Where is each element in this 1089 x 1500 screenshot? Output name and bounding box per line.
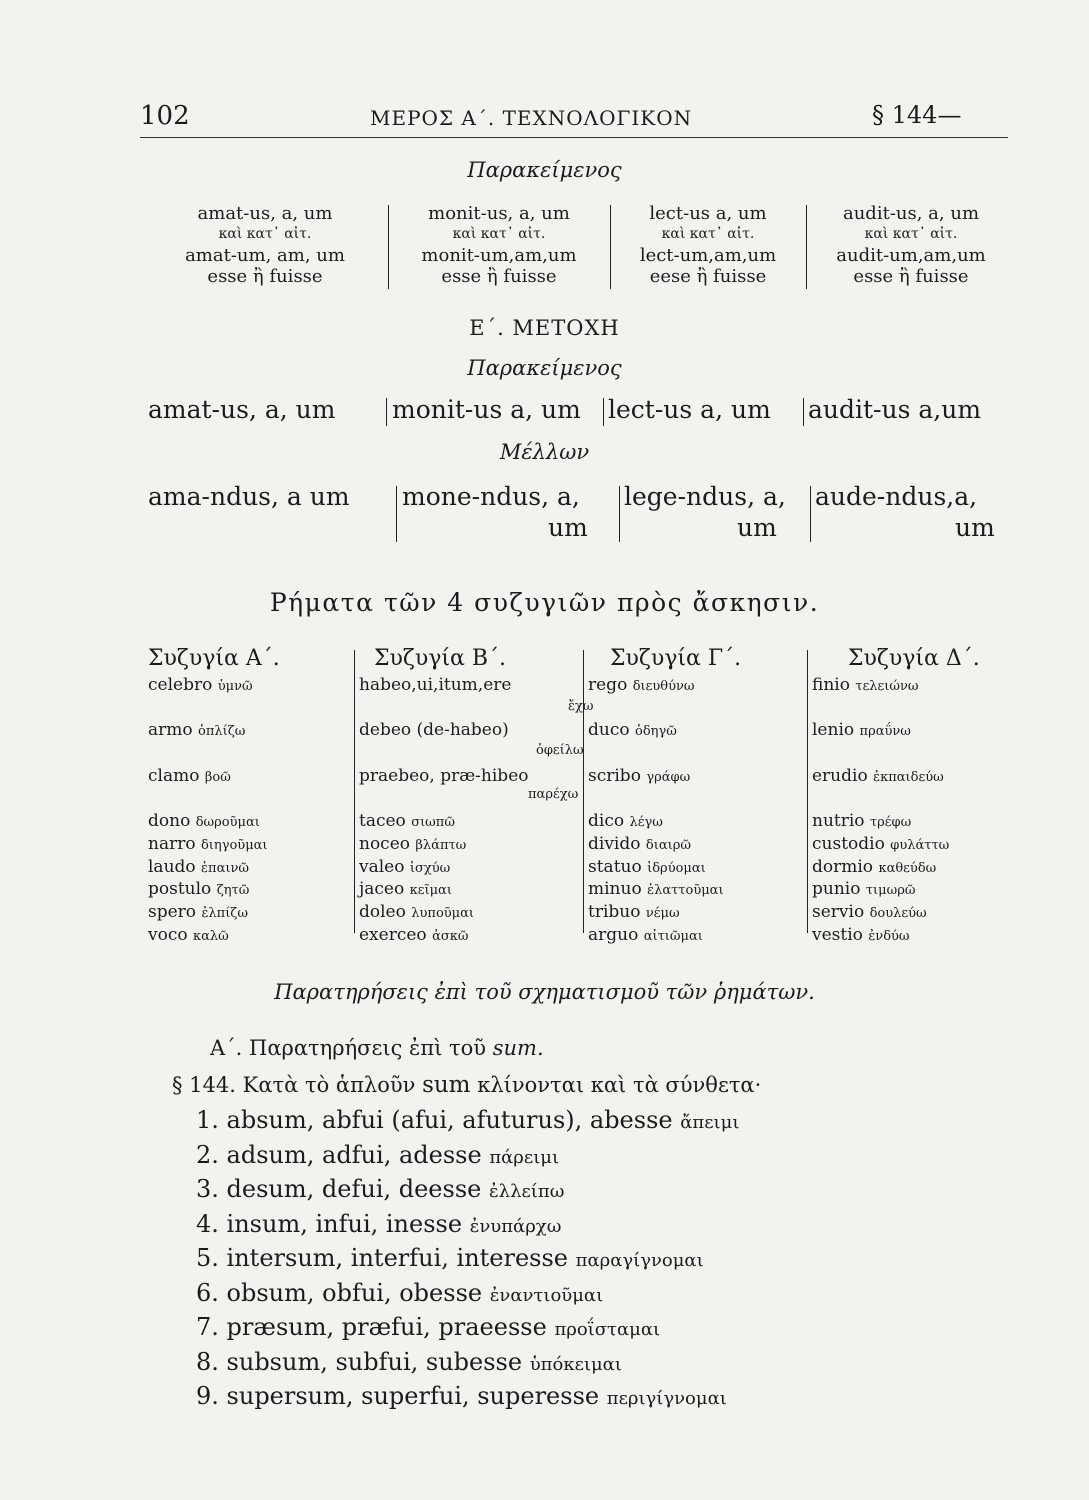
item-latin: desum, defui, deesse — [226, 1175, 482, 1203]
form-line: lect-um,am,um — [639, 245, 777, 266]
sum-compound-item — [196, 1279, 603, 1307]
observations-subtitle-text: Α΄. Παρατηρήσεις ἐπὶ τοῦ — [210, 1036, 487, 1060]
participle-future-form-continuation: um — [955, 513, 995, 542]
verb-latin: custodio — [812, 833, 885, 854]
verb-latin: rego — [588, 675, 628, 695]
verb-gloss: ἔχω — [568, 699, 594, 714]
paragraph-reference: § 144. — [172, 1073, 236, 1097]
column-divider — [396, 486, 397, 542]
item-latin: absum, abfui (afui, afuturus), abesse — [226, 1106, 673, 1134]
verb-latin: debeo (de-habeo) — [359, 720, 509, 741]
verb-entry — [359, 765, 529, 788]
form-gloss: καὶ κατ᾽ αἰτ. — [661, 226, 755, 242]
column-divider — [610, 205, 611, 289]
observations-title: Παρατηρήσεις ἐπὶ τοῦ σχηματισμοῦ τῶν ῥημάτων. — [274, 980, 815, 1004]
column-divider — [803, 398, 804, 426]
conjugation-heading: Συζυγία Δ΄. — [848, 646, 980, 671]
sum-compound-item — [196, 1348, 622, 1376]
verb-latin: doleo — [359, 901, 406, 922]
participle-form: monit-us a, um — [392, 395, 581, 424]
verb-latin: postulo — [148, 879, 212, 900]
form-line: monit-um,am,um — [421, 245, 577, 266]
verb-entry — [588, 924, 724, 947]
verb-latin: taceo — [359, 811, 406, 832]
item-number: 3. — [196, 1175, 219, 1203]
verb-latin: punio — [812, 879, 861, 900]
exercise-title: Ρήματα τῶν 4 συζυγιῶν πρὸς ἄσκησιν. — [269, 588, 820, 617]
conjugation-verb-list — [588, 674, 724, 946]
item-latin: præsum, præfui, praeesse — [226, 1313, 547, 1341]
verb-latin: scribo — [588, 765, 641, 786]
paragraph-text: κλίνονται καὶ τὰ σύνθετα· — [477, 1073, 762, 1097]
item-latin: obsum, obfui, obesse — [226, 1278, 483, 1307]
verb-greek: διευθύνω — [632, 679, 695, 694]
verb-latin: lenio — [812, 720, 855, 741]
item-number: 1. — [196, 1106, 219, 1134]
participle-section-title: Ε΄. ΜΕΤΟΧΗ — [469, 316, 620, 340]
verb-gloss: ὀφείλω — [536, 743, 584, 758]
verb-entry — [812, 878, 949, 901]
verb-entry — [588, 719, 724, 742]
item-greek: περιγίγνομαι — [606, 1388, 727, 1409]
conjugation-heading: Συζυγία Γ΄. — [610, 646, 742, 671]
verb-greek: αἰτιῶμαι — [643, 928, 703, 944]
verb-entry — [148, 924, 268, 947]
verb-greek: δουλεύω — [869, 905, 927, 921]
verb-entry — [588, 856, 724, 879]
verb-latin: finio — [812, 675, 850, 695]
verb-entry — [588, 878, 724, 901]
verb-entry — [148, 719, 268, 742]
verb-latin: armo — [148, 720, 193, 741]
verb-latin: noceo — [359, 833, 410, 854]
verb-latin: nutrio — [812, 811, 865, 832]
verb-entry — [359, 674, 529, 697]
participle-future-form: mone-ndus, a, — [402, 482, 580, 511]
verb-latin: statuo — [588, 856, 642, 877]
running-title: ΜΕΡΟΣ Α΄. ΤΕΧΝΟΛΟΓΙΚΟΝ — [370, 106, 693, 130]
verb-greek: ἐπαινῶ — [201, 860, 249, 876]
verb-latin: spero — [148, 901, 197, 922]
form-line: audit-us, a, um — [842, 203, 980, 224]
verb-entry — [812, 856, 949, 879]
section-reference: § 144— — [872, 101, 962, 129]
sum-compound-item — [196, 1382, 727, 1410]
participle-perfect-title: Παρακείμενος — [467, 356, 622, 380]
verb-latin: erudio — [812, 765, 868, 786]
form-line: monit-us, a, um — [428, 203, 570, 224]
participle-future-form: ama-ndus, a um — [148, 482, 350, 511]
verb-latin: tribuo — [588, 901, 641, 922]
verb-latin: jaceo — [359, 879, 405, 900]
verb-greek: καλῶ — [193, 928, 229, 944]
verb-entry — [359, 833, 529, 856]
verb-entry — [812, 901, 949, 924]
verb-greek: τιμωρῶ — [865, 883, 916, 899]
verb-entry — [359, 878, 529, 901]
participle-form: audit-us a,um — [808, 395, 982, 424]
participle-form: lect-us a, um — [608, 395, 771, 424]
item-number: 5. — [196, 1244, 219, 1272]
perfect-infinitive-column — [152, 203, 378, 287]
column-divider — [619, 486, 620, 542]
item-number: 4. — [196, 1209, 219, 1238]
form-line: audit-um,am,um — [836, 245, 986, 266]
item-greek: ἐνυπάρχω — [469, 1215, 562, 1237]
form-line: esse ἢ fuisse — [441, 266, 557, 287]
verb-latin: divido — [588, 833, 641, 854]
participle-future-form: aude-ndus,a, — [815, 482, 978, 511]
item-latin: supersum, superfui, superesse — [226, 1382, 600, 1410]
column-divider — [603, 398, 604, 426]
conjugation-verb-list — [148, 674, 268, 946]
verb-greek: ὁδηγῶ — [635, 724, 677, 740]
verb-entry — [148, 697, 268, 720]
verb-entry — [812, 719, 949, 742]
sum-compound-item — [196, 1106, 739, 1134]
verb-entry — [148, 901, 268, 924]
verb-latin: exerceo — [359, 924, 427, 945]
verb-greek: λυποῦμαι — [411, 905, 475, 921]
form-line: esse ἢ fuisse — [207, 266, 323, 287]
verb-greek: τελειώνω — [855, 679, 919, 694]
verb-greek: βοῶ — [204, 769, 231, 785]
verb-entry — [148, 674, 268, 697]
form-gloss: καὶ κατ᾽ αἰτ. — [452, 226, 546, 242]
form-gloss: καὶ κατ᾽ αἰτ. — [864, 226, 958, 242]
sum-compound-item — [196, 1175, 564, 1203]
paragraph-144 — [172, 1072, 761, 1098]
verb-entry — [359, 742, 529, 765]
sum-compound-item — [196, 1244, 704, 1272]
form-line: amat-um, am, um — [185, 245, 345, 266]
item-latin: intersum, interfui, interesse — [226, 1244, 569, 1272]
verb-entry — [588, 697, 724, 720]
observations-subtitle — [210, 1036, 544, 1060]
paragraph-text: Κατὰ τὸ ἁπλοῦν — [242, 1073, 416, 1097]
verb-latin: dono — [148, 811, 191, 832]
verb-entry — [812, 674, 949, 697]
sum-compound-item — [196, 1210, 561, 1238]
verb-greek: διαιρῶ — [645, 837, 691, 853]
participle-future-form-continuation: um — [737, 513, 777, 542]
item-number: 8. — [196, 1347, 219, 1376]
participle-future-title: Μέλλων — [499, 440, 590, 464]
form-line: esse ἢ fuisse — [853, 266, 969, 287]
verb-entry — [359, 697, 529, 720]
verb-latin: vestio — [812, 924, 863, 945]
page-number: 102 — [140, 101, 190, 131]
column-divider — [386, 398, 387, 426]
item-number: 9. — [196, 1382, 219, 1410]
form-line: lect-us a, um — [649, 203, 767, 224]
verb-latin: servio — [812, 901, 865, 922]
verb-entry — [148, 833, 268, 856]
verb-greek: γράφω — [646, 769, 691, 785]
verb-entry — [812, 697, 949, 720]
verb-greek: δωροῦμαι — [195, 815, 260, 831]
verb-latin: dico — [588, 811, 625, 832]
verb-latin: minuo — [588, 879, 642, 900]
verb-greek: βλάπτω — [415, 837, 467, 853]
verb-entry — [148, 765, 268, 788]
verb-entry — [588, 901, 724, 924]
verb-entry — [588, 742, 724, 765]
column-divider — [583, 650, 584, 933]
verb-greek: σιωπῶ — [411, 815, 455, 831]
item-latin: adsum, adfui, adesse — [226, 1140, 482, 1169]
verb-entry — [359, 810, 529, 833]
verb-greek: ἱδρύομαι — [647, 860, 706, 876]
verb-entry — [148, 742, 268, 765]
verb-greek: ὁπλίζω — [198, 724, 246, 740]
observations-subtitle-word: sum. — [492, 1036, 544, 1060]
item-number: 6. — [196, 1278, 219, 1307]
verb-greek: νέμω — [645, 905, 680, 921]
verb-greek: ζητῶ — [216, 883, 250, 899]
item-greek: ἄπειμι — [680, 1112, 740, 1133]
item-greek: ἐναντιοῦμαι — [489, 1284, 604, 1306]
form-line: eese ἢ fuisse — [649, 266, 767, 287]
column-divider — [354, 650, 355, 933]
perfect-infinitive-column — [808, 203, 1014, 287]
verb-latin: voco — [148, 924, 188, 945]
verb-greek: τρέφω — [869, 815, 912, 831]
verb-greek: ἐνδύω — [868, 928, 910, 944]
column-divider — [806, 205, 807, 289]
item-greek: παραγίγνομαι — [575, 1250, 704, 1271]
participle-future-form-continuation: um — [548, 513, 588, 542]
perfect-infinitive-title: Παρακείμενος — [467, 158, 622, 182]
verb-entry — [359, 901, 529, 924]
verb-greek: ἀσκῶ — [432, 928, 469, 944]
verb-entry — [588, 787, 724, 810]
verb-entry — [588, 765, 724, 788]
conjugation-heading: Συζυγία Β΄. — [374, 646, 507, 671]
item-latin: subsum, subfui, subesse — [226, 1347, 523, 1376]
column-divider — [807, 650, 808, 933]
sum-compound-item — [196, 1141, 559, 1169]
verb-greek: διηγοῦμαι — [200, 837, 268, 853]
item-greek: ὑπόκειμαι — [529, 1353, 622, 1375]
verb-latin: celebro — [148, 675, 213, 695]
form-gloss: καὶ κατ᾽ αἰτ. — [218, 226, 312, 242]
conjugation-verb-list — [812, 674, 949, 946]
verb-entry — [812, 787, 949, 810]
verb-greek: ἐλπίζω — [201, 905, 248, 921]
item-latin: insum, infui, inesse — [226, 1209, 463, 1238]
verb-greek: λέγω — [629, 815, 663, 831]
verb-entry — [812, 765, 949, 788]
verb-entry — [588, 810, 724, 833]
verb-gloss: παρέχω — [528, 787, 579, 802]
verb-greek: φυλάττω — [890, 837, 950, 853]
verb-greek: ἰσχύω — [409, 860, 451, 876]
verb-greek: ἐκπαιδεύω — [873, 769, 944, 785]
perfect-infinitive-column — [392, 203, 606, 287]
verb-entry — [359, 924, 529, 947]
verb-latin: narro — [148, 833, 196, 854]
form-line: amat-us, a, um — [197, 203, 333, 224]
verb-greek: πραΰνω — [859, 724, 911, 740]
verb-entry — [148, 878, 268, 901]
item-greek: προΐσταμαι — [554, 1319, 661, 1340]
verb-latin: clamo — [148, 765, 200, 786]
verb-latin: arguo — [588, 924, 639, 945]
item-number: 2. — [196, 1140, 219, 1169]
verb-entry — [148, 810, 268, 833]
verb-entry — [588, 674, 724, 697]
sum-compound-item — [196, 1313, 660, 1341]
item-greek: ἐλλείπω — [489, 1181, 565, 1202]
conjugation-heading: Συζυγία Α΄. — [148, 646, 280, 671]
verb-entry — [812, 924, 949, 947]
verb-greek: κεῖμαι — [409, 883, 452, 899]
verb-latin: duco — [588, 720, 630, 741]
verb-entry — [359, 787, 529, 810]
verb-entry — [812, 833, 949, 856]
conjugation-verb-list — [359, 674, 529, 946]
verb-entry — [359, 856, 529, 879]
participle-form: amat-us, a, um — [148, 395, 336, 424]
column-divider — [388, 205, 389, 289]
paragraph-keyword: sum — [422, 1072, 471, 1098]
verb-entry — [148, 856, 268, 879]
verb-entry — [812, 810, 949, 833]
verb-greek: ἐλαττοῦμαι — [647, 883, 724, 899]
verb-greek: ὑμνῶ — [217, 679, 253, 694]
header-rule — [140, 137, 1008, 138]
verb-latin: habeo,ui,itum,ere — [359, 675, 512, 695]
verb-entry — [812, 742, 949, 765]
verb-latin: laudo — [148, 856, 196, 877]
verb-greek: καθεύδω — [878, 860, 937, 876]
verb-latin: dormio — [812, 856, 874, 877]
item-number: 7. — [196, 1313, 219, 1341]
column-divider — [810, 486, 811, 542]
perfect-infinitive-column — [612, 203, 804, 287]
participle-future-form: lege-ndus, a, — [624, 482, 786, 511]
verb-latin: praebeo, præ-hibeo — [359, 765, 529, 786]
verb-entry — [359, 719, 529, 742]
verb-entry — [588, 833, 724, 856]
verb-entry — [148, 787, 268, 810]
verb-latin: valeo — [359, 856, 405, 877]
item-greek: πάρειμι — [489, 1146, 560, 1168]
